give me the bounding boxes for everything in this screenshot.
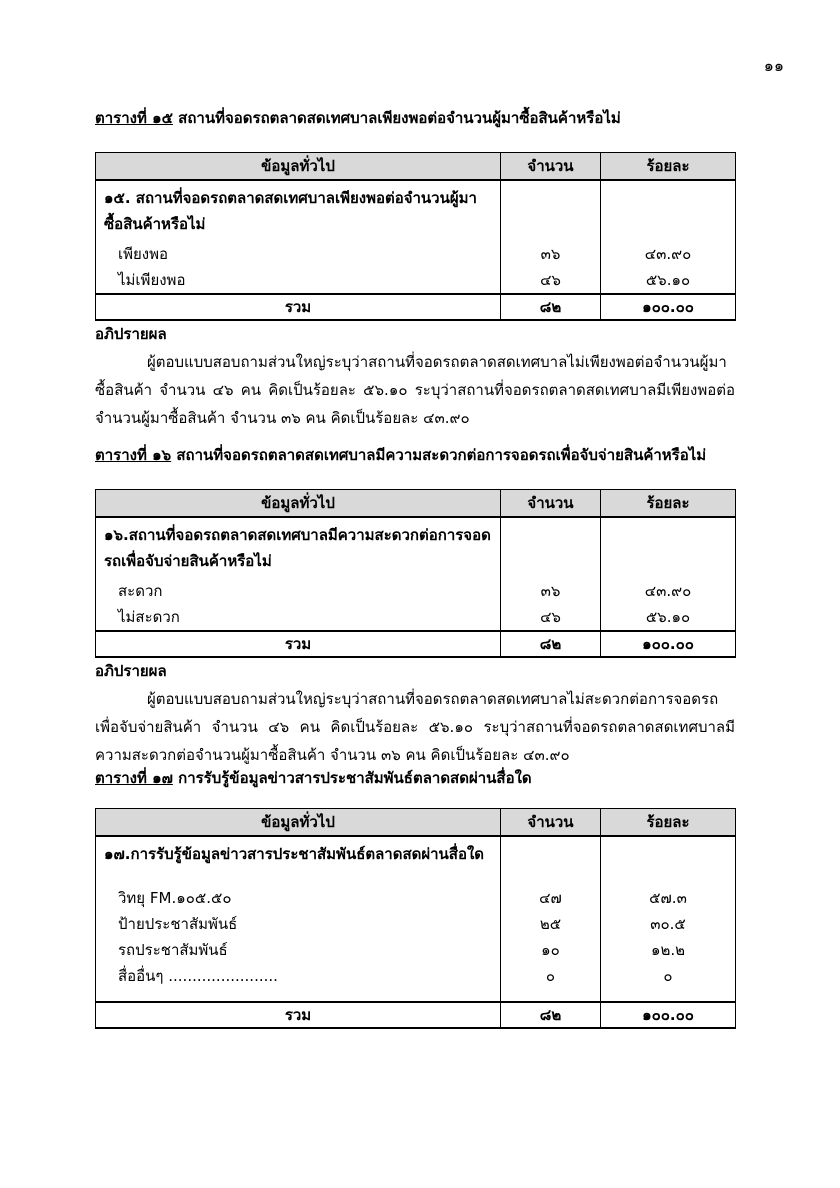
table-row bbox=[96, 937, 736, 963]
table-caption-label: ตารางที่ ๑๕ bbox=[95, 109, 173, 127]
table-row bbox=[96, 267, 736, 294]
discussion-text: ผู้ตอบแบบสอบถามส่วนใหญ่ระบุว่าสถานที่จอดรถตลาดสดเทศบาลไม่สะดวกต่อการจอดรถเพื่อจับจ่ายสินค้า จำนวน ๔๖ คน คิดเป็นร้อยละ ๕๖.๑๐ ระบุว่าสถานที่จอดรถตลาดสดเทศบาลมีความสะดวกต่อจำนวนผู้มาซื้อสินค้า จำนวน ๓๖ คน คิดเป็นร้อยละ ๔๓.๙๐ bbox=[95, 690, 735, 764]
row-percent: ๔๓.๙๐ bbox=[601, 578, 736, 604]
total-row bbox=[96, 294, 736, 320]
row-count: ๓๖ bbox=[501, 241, 601, 267]
header-percent: ร้อยละ bbox=[601, 490, 736, 518]
table-16-block bbox=[95, 443, 735, 658]
row-percent: ๓๐.๕ bbox=[601, 911, 736, 937]
total-percent: ๑๐๐.๐๐ bbox=[601, 631, 736, 657]
table-caption bbox=[95, 766, 735, 790]
discussion-text: ผู้ตอบแบบสอบถามส่วนใหญ่ระบุว่าสถานที่จอดรถตลาดสดเทศบาลไม่เพียงพอต่อจำนวนผู้มาซื้อสินค้า จำนวน ๔๖ คน คิดเป็นร้อยละ ๕๖.๑๐ ระบุว่าสถานที่จอดรถตลาดสดเทศบาลมีเพียงพอต่อจำนวนผู้มาซื้อสินค้า จำนวน ๓๖ คน คิดเป็นร้อยละ ๔๓.๙๐ bbox=[95, 353, 735, 427]
row-count: ๔๗ bbox=[501, 885, 601, 911]
header-percent: ร้อยละ bbox=[601, 809, 736, 837]
data-table bbox=[95, 489, 736, 658]
data-table bbox=[95, 808, 736, 1029]
discussion-2 bbox=[95, 659, 735, 769]
table-caption-label: ตารางที่ ๑๗ bbox=[95, 769, 173, 787]
row-label: รถประชาสัมพันธ์ bbox=[96, 937, 501, 963]
header-general-info: ข้อมูลทั่วไป bbox=[96, 153, 501, 181]
data-table bbox=[95, 152, 736, 321]
row-count: ๒๕ bbox=[501, 911, 601, 937]
table-row bbox=[96, 604, 736, 631]
row-label: ป้ายประชาสัมพันธ์ bbox=[96, 911, 501, 937]
page-number: ๑๑ bbox=[763, 56, 784, 75]
row-label: วิทยุ FM.๑๐๕.๕๐ bbox=[96, 885, 501, 911]
table-row bbox=[96, 911, 736, 937]
table-15-block bbox=[95, 106, 735, 321]
total-row bbox=[96, 631, 736, 657]
total-row bbox=[96, 1002, 736, 1028]
row-count: ๓๖ bbox=[501, 578, 601, 604]
header-count: จำนวน bbox=[501, 809, 601, 837]
total-count: ๘๒ bbox=[501, 294, 601, 320]
table-caption bbox=[95, 106, 735, 130]
header-general-info: ข้อมูลทั่วไป bbox=[96, 809, 501, 837]
row-count: ๔๖ bbox=[501, 604, 601, 631]
total-label: รวม bbox=[96, 631, 501, 657]
question-cell: ๑๖.สถานที่จอดรถตลาดสดเทศบาลมีความสะดวกต่อการจอดรถเพื่อจับจ่ายสินค้าหรือไม่ bbox=[96, 517, 501, 578]
discussion-heading: อภิปรายผล bbox=[95, 325, 167, 343]
table-caption bbox=[95, 443, 735, 467]
row-label: ไม่สะดวก bbox=[96, 604, 501, 631]
row-count: ๑๐ bbox=[501, 937, 601, 963]
total-percent: ๑๐๐.๐๐ bbox=[601, 1002, 736, 1028]
row-count: ๔๖ bbox=[501, 267, 601, 294]
row-count: ๐ bbox=[501, 963, 601, 989]
header-count: จำนวน bbox=[501, 490, 601, 518]
question-cell: ๑๗.การรับรู้ข้อมูลข่าวสารประชาสัมพันธ์ตลาดสดผ่านสื่อใด bbox=[96, 836, 501, 885]
header-general-info: ข้อมูลทั่วไป bbox=[96, 490, 501, 518]
row-label: สะดวก bbox=[96, 578, 501, 604]
table-row bbox=[96, 578, 736, 604]
row-percent: ๐ bbox=[601, 963, 736, 989]
table-caption-text: สถานที่จอดรถตลาดสดเทศบาลเพียงพอต่อจำนวนผู้มาซื้อสินค้าหรือไม่ bbox=[172, 109, 621, 127]
row-percent: ๕๖.๑๐ bbox=[601, 267, 736, 294]
header-count: จำนวน bbox=[501, 153, 601, 181]
row-percent: ๔๓.๙๐ bbox=[601, 241, 736, 267]
total-label: รวม bbox=[96, 294, 501, 320]
discussion-heading: อภิปรายผล bbox=[95, 662, 167, 680]
table-17-block bbox=[95, 766, 735, 1029]
total-count: ๘๒ bbox=[501, 1002, 601, 1028]
row-label: เพียงพอ bbox=[96, 241, 501, 267]
table-caption-label: ตารางที่ ๑๖ bbox=[95, 446, 172, 464]
total-percent: ๑๐๐.๐๐ bbox=[601, 294, 736, 320]
row-percent: ๑๒.๒ bbox=[601, 937, 736, 963]
table-row bbox=[96, 241, 736, 267]
row-percent: ๕๗.๓ bbox=[601, 885, 736, 911]
row-label: ไม่เพียงพอ bbox=[96, 267, 501, 294]
question-cell: ๑๕. สถานที่จอดรถตลาดสดเทศบาลเพียงพอต่อจำนวนผู้มาซื้อสินค้าหรือไม่ bbox=[96, 180, 501, 241]
total-count: ๘๒ bbox=[501, 631, 601, 657]
header-percent: ร้อยละ bbox=[601, 153, 736, 181]
total-label: รวม bbox=[96, 1002, 501, 1028]
table-caption-text: สถานที่จอดรถตลาดสดเทศบาลมีความสะดวกต่อการจอดรถเพื่อจับจ่ายสินค้าหรือไม่ bbox=[171, 446, 707, 464]
table-row bbox=[96, 963, 736, 989]
row-percent: ๕๖.๑๐ bbox=[601, 604, 736, 631]
table-caption-text: การรับรู้ข้อมูลข่าวสารประชาสัมพันธ์ตลาดสดผ่านสื่อใด bbox=[172, 769, 532, 787]
discussion-1 bbox=[95, 322, 735, 432]
table-row bbox=[96, 885, 736, 911]
row-label: สื่ออื่นๆ ....................... bbox=[96, 963, 501, 989]
